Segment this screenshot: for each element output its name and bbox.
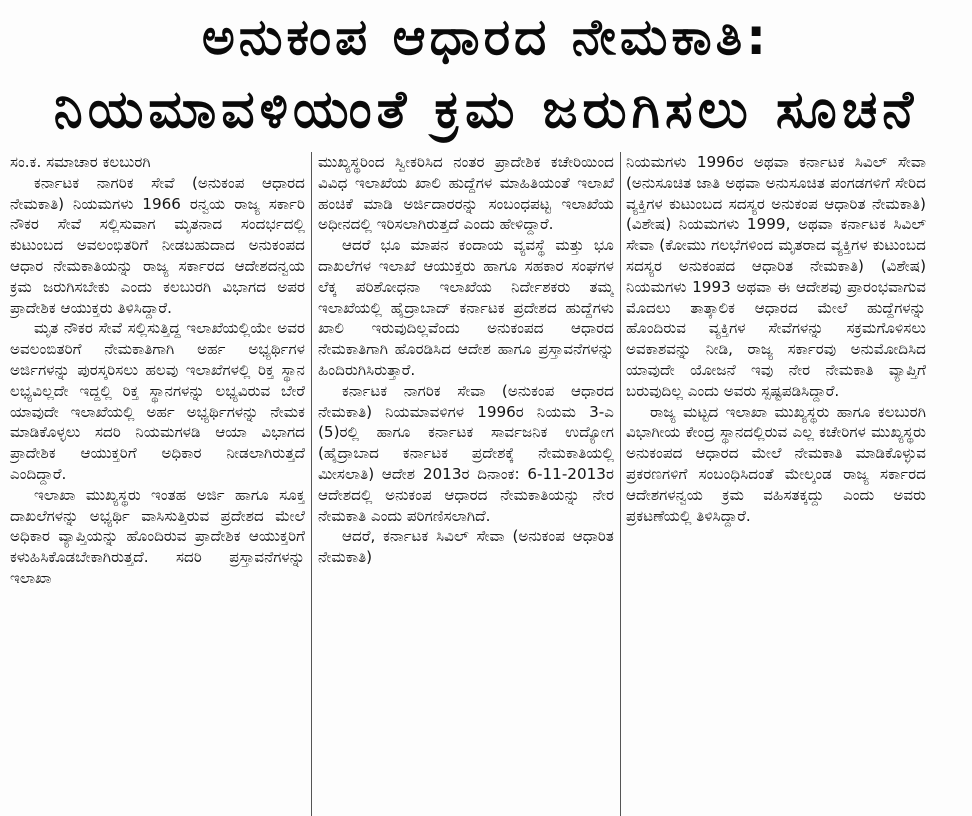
paragraph: ರಾಜ್ಯ ಮಟ್ಟದ ಇಲಾಖಾ ಮುಖ್ಯಸ್ಥರು ಹಾಗೂ ಕಲಬುರಗಿ ವಿಭಾಗೀಯ ಕೇಂದ್ರ ಸ್ಥಾನದಲ್ಲಿರುವ ಎಲ್ಲ ಕಚೇರಿಗಳ ಮುಖ್ಯಸ್ಥರು ಅನುಕಂಪದ ಆಧಾರದ ಮೇಲೆ ನೇಮಕಾತಿ ಮಾಡಿಕೊಳ್ಳುವ ಪ್ರಕರಣಗಳಿಗೆ ಸಂಬಂಧಿಸಿದಂತೆ ಮೇಲ್ಕಂಡ ರಾಜ್ಯ ಸರ್ಕಾರದ ಆದೇಶಗಳನ್ವಯ ಕ್ರಮ ವಹಿಸತಕ್ಕದ್ದು ಎಂದು ಅವರು ಪ್ರಕಟಣೆಯಲ್ಲಿ ತಿಳಿಸಿದ್ದಾರೆ. [626, 402, 926, 525]
paragraph: ಮೃತ ನೌಕರ ಸೇವೆ ಸಲ್ಲಿಸುತ್ತಿದ್ದ ಇಲಾಖೆಯಲ್ಲಿಯೇ ಅವರ ಅವಲಂಬಿತರಿಗೆ ನೇಮಕಾತಿಗಾಗಿ ಅರ್ಹ ಅಭ್ಯರ್ಥಿಗಳ ಅರ್ಜಿಗಳನ್ನು ಪುರಸ್ಕರಿಸಲು ಹಲವು ಇಲಾಖೆಗಳಲ್ಲಿ ರಿಕ್ತ ಸ್ಥಾನ ಲಭ್ಯವಿಲ್ಲದೇ ಇದ್ದಲ್ಲಿ ರಿಕ್ತ ಸ್ಥಾನಗಳನ್ನು ಲಭ್ಯವಿರುವ ಬೇರೆ ಯಾವುದೇ ಇಲಾಖೆಯಲ್ಲಿ ಅರ್ಹ ಅಭ್ಯರ್ಥಿಗಳನ್ನು ನೇಮಕ ಮಾಡಿಕೊಳ್ಳಲು ಸದರಿ ನಿಯಮಗಳಡಿ ಆಯಾ ವಿಭಾಗದ ಪ್ರಾದೇಶಿಕ ಆಯುಕ್ತರಿಗೆ ಅಧಿಕಾರ ನೀಡಲಾಗಿರುತ್ತದೆ ಎಂದಿದ್ದಾರೆ. [10, 319, 305, 483]
article-column-2 [318, 152, 614, 816]
headline-line-1: ಅನುಕಂಪ ಆಧಾರದ ನೇಮಕಾತಿ: [201, 8, 771, 66]
paragraph: ಆದರೆ, ಕರ್ನಾಟಕ ಸಿವಿಲ್ ಸೇವಾ (ಅನುಕಂಪ ಆಧಾರಿತ ನೇಮಕಾತಿ) [318, 527, 614, 567]
headline-line-2: ನಿಯಮಾವಳಿಯಂತೆ ಕ್ರಮ ಜರುಗಿಸಲು ಸೂಚನೆ [53, 80, 919, 140]
paragraph: ಕರ್ನಾಟಕ ನಾಗರಿಕ ಸೇವೆ (ಅನುಕಂಪ ಆಧಾರದ ನೇಮಕಾತಿ) ನಿಯಮಗಳು 1966 ರನ್ವಯ ರಾಜ್ಯ ಸರ್ಕಾರಿ ನೌಕರ ಸೇವೆ ಸಲ್ಲಿಸುವಾಗ ಮೃತನಾದ ಸಂದರ್ಭದಲ್ಲಿ ಕುಟುಂಬದ ಅವಲಂಭಿತರಿಗೆ ನೀಡಬಹುದಾದ ಅನುಕಂಪದ ಆಧಾರ ನೇಮಕಾತಿಯನ್ನು ರಾಜ್ಯ ಸರ್ಕಾರದ ಆದೇಶದನ್ವಯ ಕ್ರಮ ಜರುಗಿಸಬೇಕು ಎಂದು ಕಲಬುರಗಿ ವಿಭಾಗದ ಅಪರ ಪ್ರಾದೇಶಿಕ ಆಯುಕ್ತರು ತಿಳಿಸಿದ್ದಾರೆ. [10, 173, 305, 317]
paragraph: ಆದರೆ ಭೂ ಮಾಪನ ಕಂದಾಯ ವ್ಯವಸ್ಥೆ ಮತ್ತು ಭೂ ದಾಖಲೆಗಳ ಇಲಾಖೆ ಆಯುಕ್ತರು ಹಾಗೂ ಸಹಕಾರ ಸಂಘಗಳ ಲೆಕ್ಕ ಪರಿಶೋಧನಾ ಇಲಾಖೆಯ ನಿರ್ದೇಶಕರು ತಮ್ಮ ಇಲಾಖೆಯಲ್ಲಿ ಹೈದ್ರಾಬಾದ್ ಕರ್ನಾಟಕ ಪ್ರದೇಶದ ಹುದ್ದೆಗಳು ಖಾಲಿ ಇರುವುದಿಲ್ಲವೆಂದು ಅನುಕಂಪದ ಆಧಾರದ ನೇಮಕಾತಿಗಾಗಿ ಹೊರಡಿಸಿದ ಆದೇಶ ಹಾಗೂ ಪ್ರಸ್ತಾವನೆಗಳನ್ನು ಹಿಂದಿರುಗಿಸಿರುತ್ತಾರೆ. [318, 236, 614, 379]
paragraph: ಇಲಾಖಾ ಮುಖ್ಯಸ್ಥರು ಇಂತಹ ಅರ್ಜಿ ಹಾಗೂ ಸೂಕ್ತ ದಾಖಲೆಗಳನ್ನು ಅಭ್ಯರ್ಥಿ ವಾಸಿಸುತ್ತಿರುವ ಪ್ರದೇಶದ ಮೇಲೆ ಅಧಿಕಾರ ವ್ಯಾಪ್ತಿಯನ್ನು ಹೊಂದಿರುವ ಪ್ರಾದೇಶಿಕ ಆಯುಕ್ತರಿಗೆ ಕಳುಹಿಸಿಕೊಡಬೇಕಾಗಿರುತ್ತದೆ. ಸದರಿ ಪ್ರಸ್ತಾವನೆಗಳನ್ನು ಇಲಾಖಾ [10, 485, 305, 587]
article-column-1 [10, 152, 305, 816]
paragraph: ಕರ್ನಾಟಕ ನಾಗರಿಕ ಸೇವಾ (ಅನುಕಂಪ ಆಧಾರದ ನೇಮಕಾತಿ) ನಿಯಮಾವಳಿಗಳ 1996ರ ನಿಯಮ 3-ಎ (5)ರಲ್ಲಿ ಹಾಗೂ ಕರ್ನಾಟಕ ಸಾರ್ವಜನಿಕ ಉದ್ಯೋಗ (ಹೈದ್ರಾಬಾದ ಕರ್ನಾಟಕ ಪ್ರದೇಶಕ್ಕೆ ನೇಮಕಾತಿಯಲ್ಲಿ ಮೀಸಲಾತಿ) ಆದೇಶ 2013ರ ದಿನಾಂಕ: 6-11-2013ರ ಆದೇಶದಲ್ಲಿ ಅನುಕಂಪ ಆಧಾರದ ನೇಮಕಾತಿಯನ್ನು ನೇರ ನೇಮಕಾತಿ ಎಂದು ಪರಿಗಣಿಸಲಾಗಿದೆ. [318, 381, 614, 525]
paragraph: ನಿಯಮಗಳು 1996ರ ಅಥವಾ ಕರ್ನಾಟಕ ಸಿವಿಲ್ ಸೇವಾ (ಅನುಸೂಚಿತ ಜಾತಿ ಅಥವಾ ಅನುಸೂಚಿತ ಪಂಗಡಗಳಿಗೆ ಸೇರಿದ ವ್ಯಕ್ತಿಗಳ ಕುಟುಂಬದ ಸದಸ್ಯರ ಅನುಕಂಪ ಆಧಾರಿತ ನೇಮಕಾತಿ) (ವಿಶೇಷ) ನಿಯಮಗಳು 1999, ಅಥವಾ ಕರ್ನಾಟಕ ಸಿವಿಲ್ ಸೇವಾ (ಕೋಮು ಗಲಭೆಗಳಿಂದ ಮೃತರಾದ ವ್ಯಕ್ತಿಗಳ ಕುಟುಂಬದ ಸದಸ್ಯರ ಅನುಕಂಪದ ಆಧಾರಿತ ನೇಮಕಾತಿ) (ವಿಶೇಷ) ನಿಯಮಗಳು 1993 ಅಥವಾ ಈ ಆದೇಶವು ಪ್ರಾರಂಭವಾಗುವ ಮೊದಲು ತಾತ್ಕಾಲಿಕ ಆಧಾರದ ಮೇಲೆ ಹುದ್ದೆಗಳನ್ನು ಹೊಂದಿರುವ ವ್ಯಕ್ತಿಗಳ ಸೇವೆಗಳನ್ನು ಸಕ್ರಮಗೊಳಿಸಲು ಅವಕಾಶವನ್ನು ನೀಡಿ, ರಾಜ್ಯ ಸರ್ಕಾರವು ಅನುಮೋದಿಸಿದ ಯಾವುದೇ ಯೋಜನೆ ಇವು ನೇರ ನೇಮಕಾತಿ ವ್ಯಾಪ್ತಿಗೆ ಬರುವುದಿಲ್ಲ ಎಂದು ಅವರು ಸ್ಪಷ್ಟಪಡಿಸಿದ್ದಾರೆ. [626, 153, 926, 400]
article-column-3 [626, 152, 926, 816]
byline: ಸಂ.ಕ. ಸಮಾಚಾರ ಕಲಬುರಗಿ [10, 153, 151, 171]
column-divider [620, 152, 621, 816]
column-divider [311, 152, 312, 816]
paragraph: ಮುಖ್ಯಸ್ಥರಿಂದ ಸ್ವೀಕರಿಸಿದ ನಂತರ ಪ್ರಾದೇಶಿಕ ಕಚೇರಿಯಿಂದ ವಿವಿಧ ಇಲಾಖೆಯ ಖಾಲಿ ಹುದ್ದೆಗಳ ಮಾಹಿತಿಯಂತೆ ಇಲಾಖೆ ಹಂಚಿಕೆ ಮಾಡಿ ಅರ್ಜಿದಾರರನ್ನು ಸಂಬಂಧಪಟ್ಟ ಇಲಾಖೆಯ ಅಧೀನದಲ್ಲಿ ಇರಿಸಲಾಗಿರುತ್ತದೆ ಎಂದು ಹೇಳಿದ್ದಾರೆ. [318, 153, 614, 234]
